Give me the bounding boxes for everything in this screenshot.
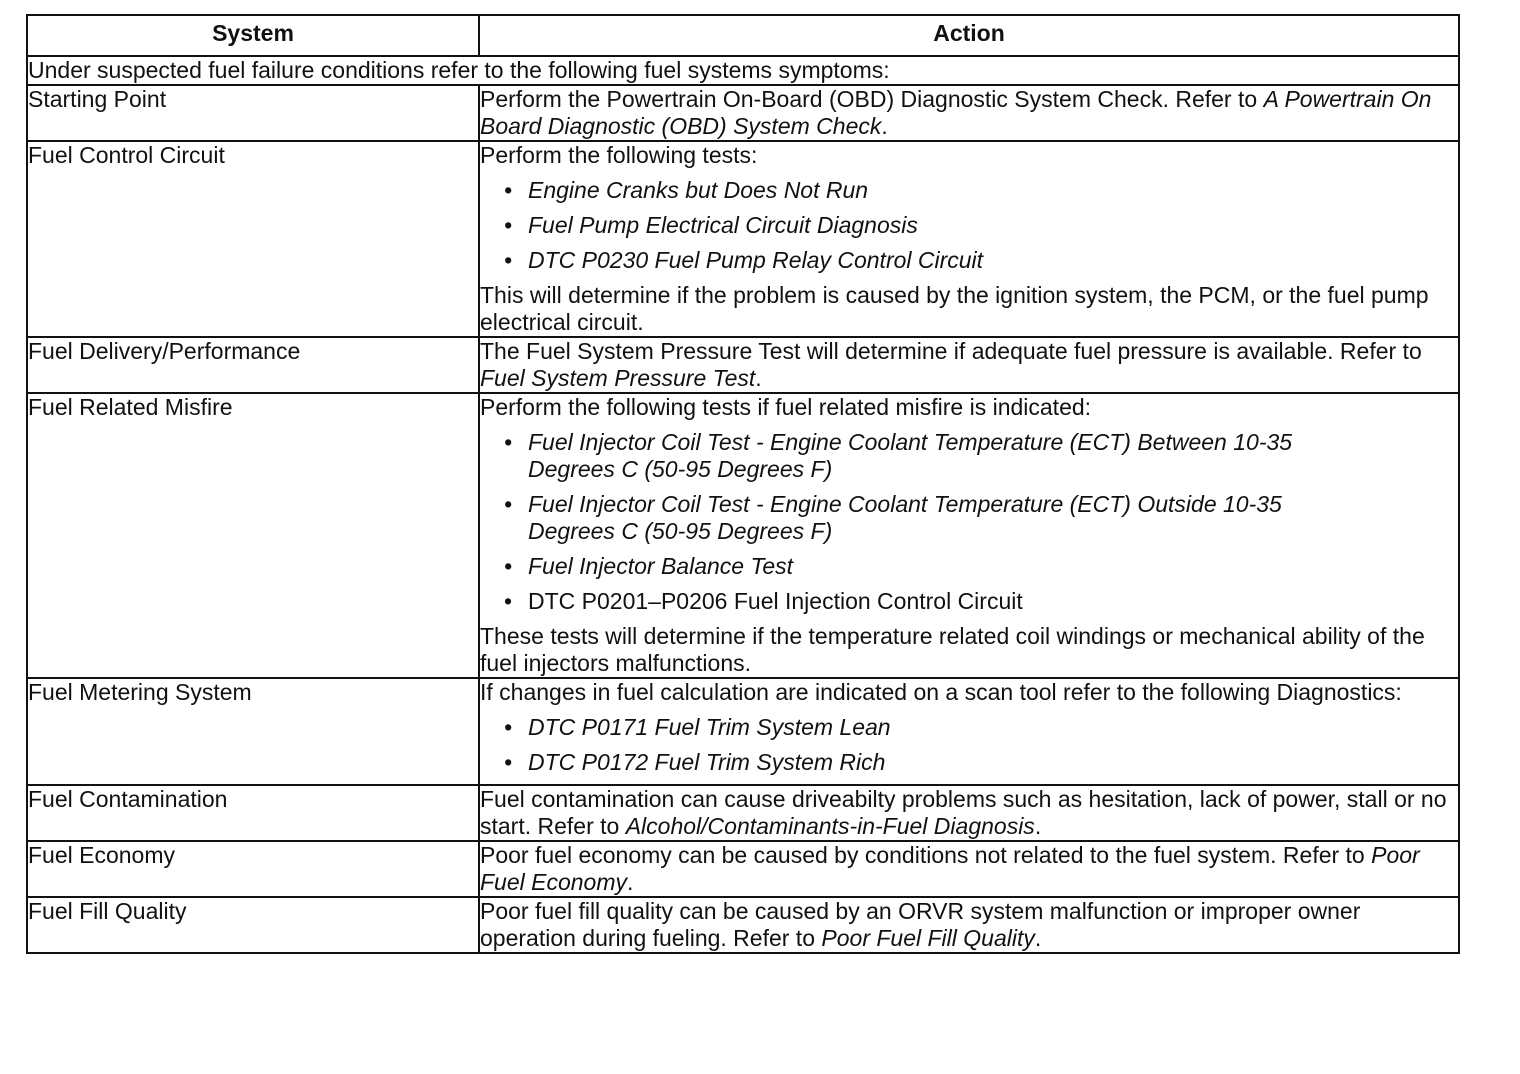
list-item[interactable]: • Fuel Injector Coil Test - Engine Coolant Temperature (ECT) Between 10-35 Degrees C (50-95 Degrees F): [502, 429, 1338, 483]
punctuation: .: [755, 365, 762, 391]
action-text: Perform the Powertrain On-Board (OBD) Diagnostic System Check. Refer to: [480, 86, 1264, 112]
list-item[interactable]: • DTC P0230 Fuel Pump Relay Control Circuit: [502, 247, 1458, 274]
action-outro: These tests will determine if the temperature related coil windings or mechanical ability of the fuel injectors malfunctions.: [480, 623, 1425, 676]
reference-link[interactable]: A Powertrain On Board Diagnostic (OBD) System Check: [480, 86, 1432, 139]
action-intro: Perform the following tests:: [480, 142, 758, 168]
table-row: [27, 897, 1459, 953]
system-cell: Fuel Economy: [27, 841, 479, 897]
system-cell: Fuel Delivery/Performance: [27, 337, 479, 393]
test-list: [480, 714, 1458, 776]
action-cell: [479, 337, 1459, 393]
action-cell: [479, 785, 1459, 841]
list-item[interactable]: • DTC P0172 Fuel Trim System Rich: [502, 749, 1458, 776]
system-cell: Fuel Fill Quality: [27, 897, 479, 953]
system-cell: Fuel Contamination: [27, 785, 479, 841]
list-item: • DTC P0201–P0206 Fuel Injection Control Circuit: [502, 588, 1338, 615]
table-row: [27, 337, 1459, 393]
test-list: [480, 429, 1458, 615]
header-row: [27, 15, 1459, 56]
action-cell: [479, 841, 1459, 897]
header-action: Action: [479, 15, 1459, 56]
reference-link[interactable]: Poor Fuel Fill Quality: [821, 925, 1035, 951]
system-cell: Fuel Metering System: [27, 678, 479, 785]
table-row: [27, 393, 1459, 678]
list-item[interactable]: • Fuel Injector Balance Test: [502, 553, 1338, 580]
header-system: System: [27, 15, 479, 56]
punctuation: .: [627, 869, 634, 895]
action-intro: Perform the following tests if fuel related misfire is indicated:: [480, 394, 1092, 420]
intro-text: Under suspected fuel failure conditions refer to the following fuel systems symptoms:: [27, 56, 1459, 85]
action-cell: [479, 678, 1459, 785]
action-text: The Fuel System Pressure Test will determine if adequate fuel pressure is available. Refer to: [480, 338, 1422, 364]
table-row: [27, 678, 1459, 785]
action-cell: [479, 141, 1459, 337]
system-cell: Starting Point: [27, 85, 479, 141]
list-item[interactable]: • DTC P0171 Fuel Trim System Lean: [502, 714, 1458, 741]
action-text: Poor fuel economy can be caused by conditions not related to the fuel system. Refer to: [480, 842, 1372, 868]
punctuation: .: [1034, 813, 1042, 839]
list-item[interactable]: • Fuel Injector Coil Test - Engine Coolant Temperature (ECT) Outside 10-35 Degrees C (50-95 Degrees F): [502, 491, 1338, 545]
action-text: Fuel contamination can cause driveabilty problems such as hesitation, lack of power, stall or no start. Refer to: [480, 786, 1447, 839]
action-outro: This will determine if the problem is caused by the ignition system, the PCM, or the fuel pump electrical circuit.: [480, 282, 1429, 335]
reference-link[interactable]: Poor Fuel Economy: [480, 842, 1420, 895]
punctuation: .: [881, 113, 888, 139]
table-row: [27, 141, 1459, 337]
table-row: [27, 785, 1459, 841]
action-cell: [479, 85, 1459, 141]
action-cell: [479, 393, 1459, 678]
system-cell: Fuel Related Misfire: [27, 393, 479, 678]
action-cell: [479, 897, 1459, 953]
reference-link[interactable]: Alcohol/Contaminants-in-Fuel Diagnosis: [625, 813, 1035, 839]
system-cell: Fuel Control Circuit: [27, 141, 479, 337]
list-item[interactable]: • Fuel Pump Electrical Circuit Diagnosis: [502, 212, 1458, 239]
test-list: [480, 177, 1458, 274]
table-row: [27, 841, 1459, 897]
table-row: [27, 85, 1459, 141]
intro-row: [27, 56, 1459, 85]
action-intro: If changes in fuel calculation are indicated on a scan tool refer to the following Diagnostics:: [480, 679, 1402, 705]
reference-link[interactable]: Fuel System Pressure Test: [480, 365, 756, 391]
action-text: Poor fuel fill quality can be caused by an ORVR system malfunction or improper owner operation during fueling. Refer to: [480, 898, 1361, 951]
list-item[interactable]: • Engine Cranks but Does Not Run: [502, 177, 1458, 204]
diagnostic-table: [26, 14, 1460, 954]
punctuation: .: [1034, 925, 1042, 951]
